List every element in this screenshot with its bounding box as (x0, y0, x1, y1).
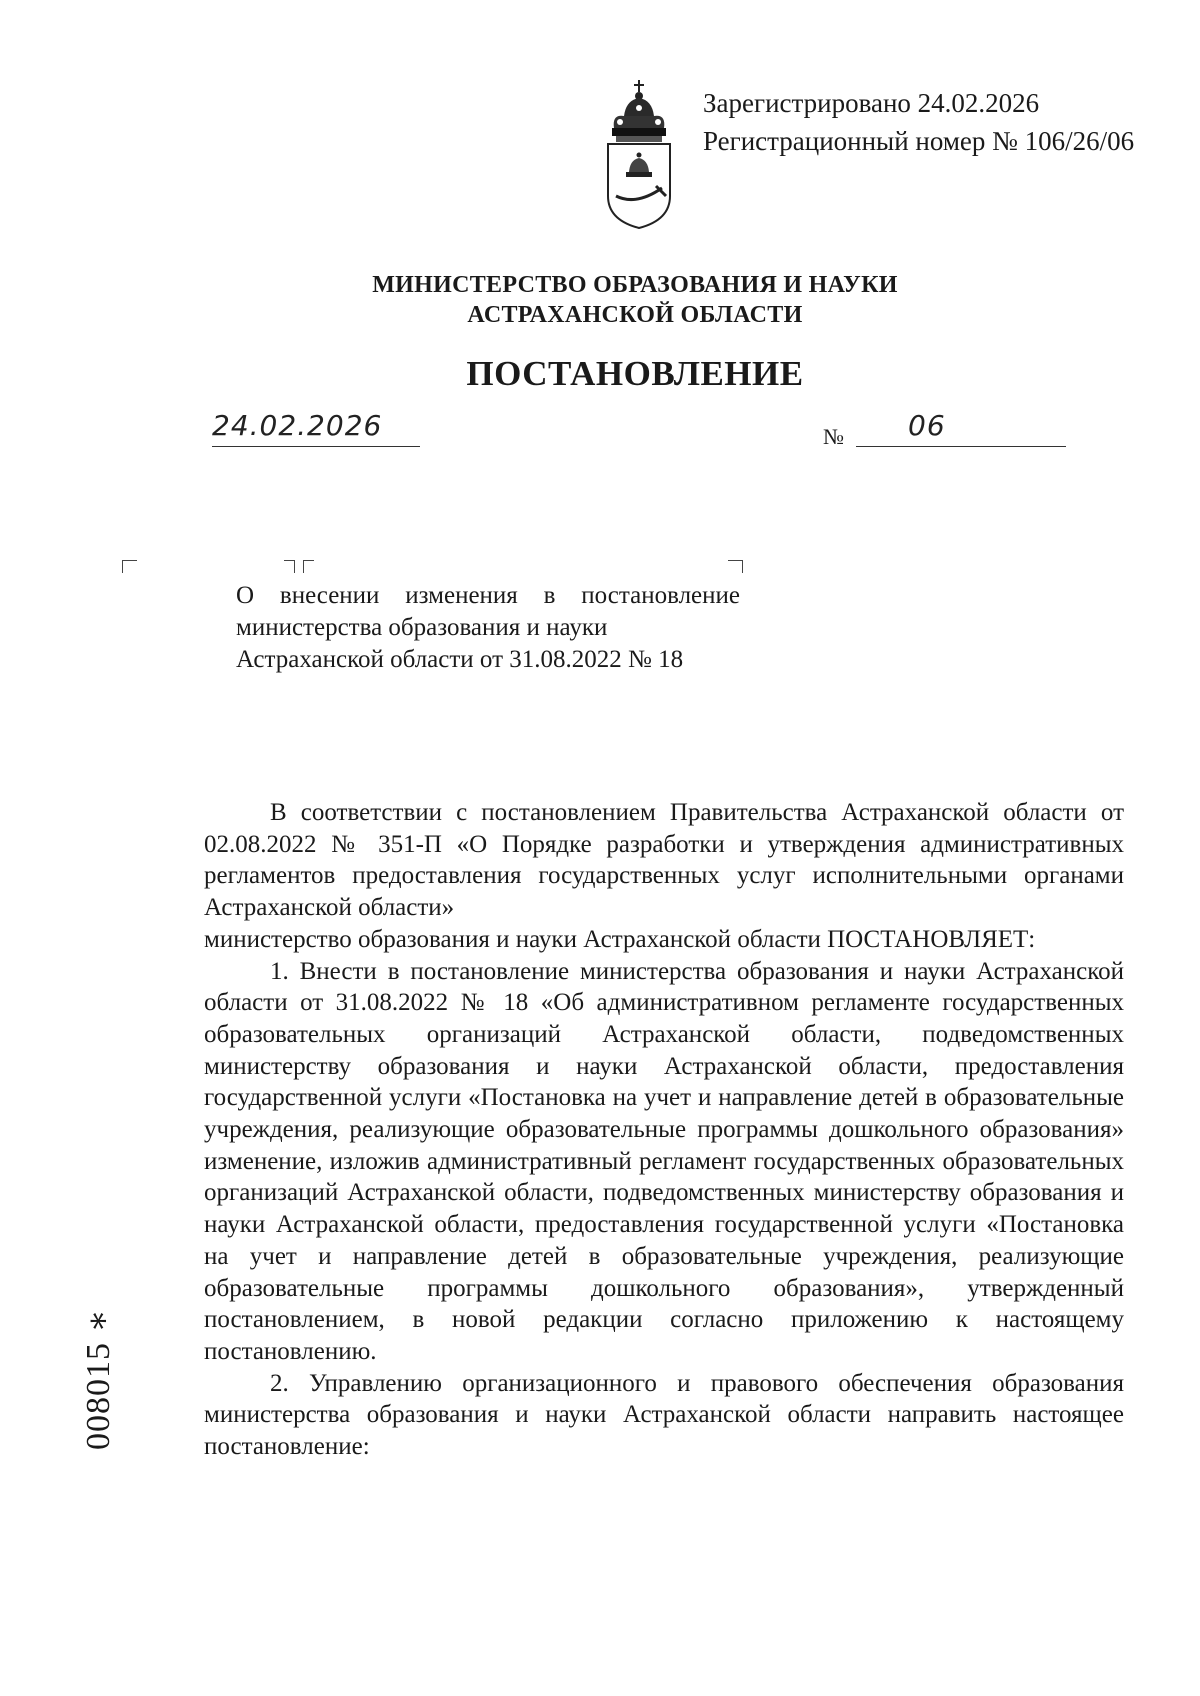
ministry-line-1: МИНИСТЕРСТВО ОБРАЗОВАНИЯ И НАУКИ (372, 272, 898, 298)
document-number-field (856, 409, 1066, 447)
number-sign: № (823, 424, 844, 449)
side-serial-stamp: 008015 ∗ (80, 1308, 117, 1450)
subject-bracket-mark (122, 560, 137, 573)
ministry-name (340, 270, 930, 330)
document-body (204, 797, 1124, 1463)
subject-bracket-mark (303, 560, 314, 573)
subject-line-3: Астраханской области от 31.08.2022 № 18 (236, 646, 684, 673)
body-paragraph-item-2: 2. Управлению организационного и правового обеспечения образования министерства образования и науки Астраханской области направить настоящее постановление: (204, 1369, 1124, 1461)
document-date: 24.02.2026 (212, 409, 383, 442)
ministry-line-2: АСТРАХАНСКОЙ ОБЛАСТИ (467, 302, 803, 328)
document-date-field (212, 409, 420, 447)
body-paragraph-resolves: министерство образования и науки Астраханской области ПОСТАНОВЛЯЕТ: (204, 925, 1036, 953)
body-paragraph-item-1: 1. Внести в постановление министерства образования и науки Астраханской области от 31.08.2022 № 18 «Об административном регламенте государственных образовательных организаций Астраханской области, подведомственных министерству образования и науки Астраханской области, предоставления государственной услуги «Постановка на учет и направление детей в образовательные учреждения, реализующие образовательные программы дошкольного образования» изменение, изложив административный регламент государственных образовательных организаций Астраханской области, подведомственных министерству образования и науки Астраханской области, предоставления государственной услуги «Постановка на учет и направление детей в образовательные учреждения, реализующие образовательные программы дошкольного образования», утвержденный постановлением, в новой редакции согласно приложению к настоящему постановлению. (204, 957, 1124, 1365)
registration-number: Регистрационный номер № 106/26/06 (703, 126, 1135, 156)
subject-line-1: О внесении изменения в постановление (236, 582, 740, 609)
subject-bracket-mark (284, 560, 295, 573)
document-type-title: ПОСТАНОВЛЕНИЕ (466, 354, 804, 393)
body-paragraph-preamble: В соответствии с постановлением Правительства Астраханской области от 02.08.2022 № 351-П «О Порядке разработки и утверждения административных регламентов предоставления государственных услуг исполнительными органами Астраханской области» (204, 799, 1124, 922)
registration-date: Зарегистрировано 24.02.2026 (703, 88, 1040, 118)
subject-line-2: министерства образования и науки (236, 614, 608, 641)
coat-of-arms-icon (596, 78, 682, 230)
document-subject (236, 580, 740, 676)
document-number: 06 (908, 409, 946, 442)
subject-bracket-mark (728, 560, 743, 573)
registration-stamp (703, 84, 1134, 160)
